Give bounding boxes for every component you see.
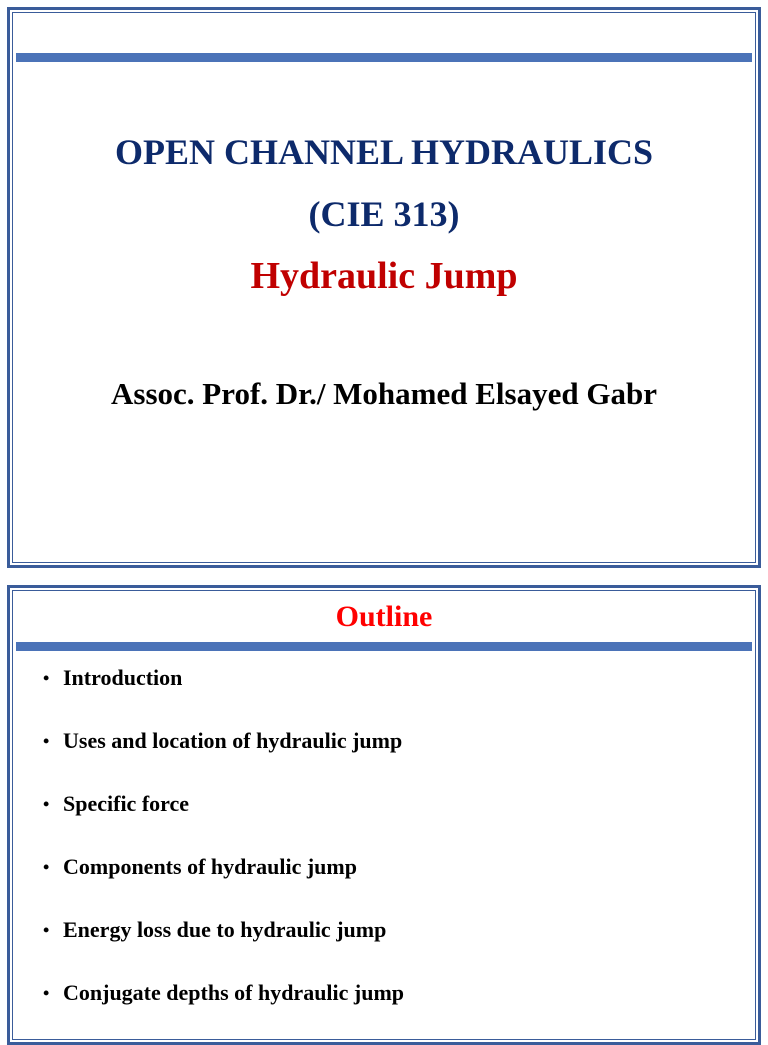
list-item-text: Conjugate depths of hydraulic jump bbox=[63, 980, 405, 1005]
list-item-text: Introduction bbox=[63, 665, 183, 690]
list-item-text: Specific force bbox=[63, 791, 190, 816]
lecture-subtitle: Hydraulic Jump bbox=[250, 255, 518, 297]
bullet-icon: • bbox=[43, 731, 50, 751]
header-band bbox=[16, 53, 752, 62]
list-item-text: Uses and location of hydraulic jump bbox=[63, 728, 403, 753]
course-code: (CIE 313) bbox=[308, 194, 460, 234]
course-title: OPEN CHANNEL HYDRAULICS bbox=[114, 132, 654, 172]
list-item bbox=[43, 726, 404, 789]
outline-heading: Outline bbox=[335, 600, 433, 633]
header-band bbox=[16, 642, 752, 651]
outline-list bbox=[43, 663, 404, 1041]
bullet-icon: • bbox=[43, 794, 50, 814]
list-item-text: Components of hydraulic jump bbox=[63, 854, 357, 879]
list-item bbox=[43, 978, 404, 1041]
bullet-icon: • bbox=[43, 983, 50, 1003]
author-name: Assoc. Prof. Dr./ Mohamed Elsayed Gabr bbox=[111, 376, 657, 411]
list-item bbox=[43, 852, 404, 915]
list-item bbox=[43, 789, 404, 852]
title-slide bbox=[7, 7, 761, 568]
outline-slide bbox=[7, 585, 761, 1045]
bullet-icon: • bbox=[43, 857, 50, 877]
list-item-text: Energy loss due to hydraulic jump bbox=[63, 917, 387, 942]
list-item bbox=[43, 915, 404, 978]
bullet-icon: • bbox=[43, 668, 50, 688]
bullet-icon: • bbox=[43, 920, 50, 940]
list-item bbox=[43, 663, 404, 726]
